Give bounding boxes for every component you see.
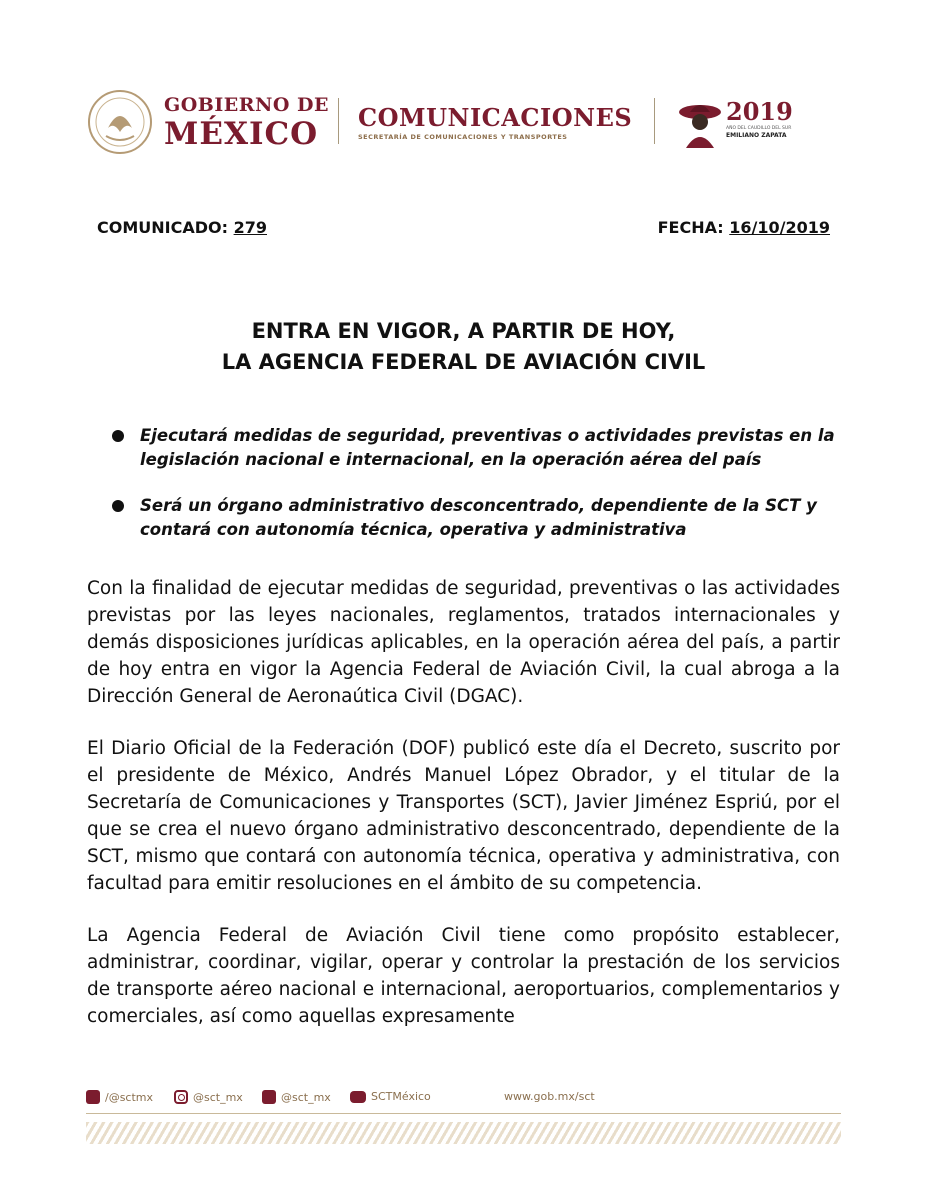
youtube-handle: SCTMéxico <box>371 1090 431 1103</box>
twitter-link[interactable] <box>262 1090 331 1104</box>
fecha-line <box>658 218 830 237</box>
fecha-value: 16/10/2019 <box>729 218 830 237</box>
year-number: 2019 <box>726 97 793 126</box>
facebook-icon <box>86 1090 100 1104</box>
comunicado-number: 279 <box>233 218 267 237</box>
list-item <box>112 424 848 472</box>
comunicado-line <box>97 218 267 237</box>
header-divider <box>338 98 339 144</box>
decorative-pattern <box>86 1122 841 1144</box>
twitter-icon <box>262 1090 276 1104</box>
bullet-icon <box>112 500 124 512</box>
page-title <box>0 316 927 378</box>
bullet-text: Ejecutará medidas de seguridad, preventivas o actividades previstas en la legislación nacional e internacional, en la operación aérea del país <box>140 426 835 469</box>
press-release-body <box>87 575 840 1055</box>
year-caption: AÑO DEL CAUDILLO DEL SUR <box>726 126 792 131</box>
ministry-title: COMUNICACIONES <box>358 103 633 132</box>
list-item <box>112 494 848 542</box>
footer-divider <box>86 1113 841 1114</box>
paragraph: La Agencia Federal de Aviación Civil tiene como propósito establecer, administrar, coordinar, vigilar, operar y controlar la prestación de los servicios de transporte aéreo nacional e internacional, aeroportuarios, complementarios y comerciales, así como aquellas expresamente <box>87 925 840 1027</box>
year-name: EMILIANO ZAPATA <box>726 131 787 139</box>
ministry-subtitle: SECRETARÍA DE COMUNICACIONES Y TRANSPORTES <box>358 133 568 141</box>
title-line2: LA AGENCIA FEDERAL DE AVIACIÓN CIVIL <box>221 350 706 374</box>
title-line1: ENTRA EN VIGOR, A PARTIR DE HOY, <box>251 319 676 343</box>
header-divider <box>654 98 655 144</box>
instagram-link[interactable] <box>174 1090 243 1104</box>
bullet-text: Será un órgano administrativo desconcentrado, dependiente de la SCT y contará con autonomía técnica, operativa y administrativa <box>140 496 817 539</box>
highlights-list <box>112 424 848 564</box>
comunicado-label: COMUNICADO: <box>97 218 229 237</box>
facebook-handle: /@sctmx <box>105 1090 154 1104</box>
paragraph: El Diario Oficial de la Federación (DOF) publicó este día el Decreto, suscrito por el presidente de México, Andrés Manuel López Obrador, y el titular de la Secretaría de Comunicaciones y Transportes (SCT), Javier Jiménez Espriú, por el que se crea el nuevo órgano administrativo desconcentrado, dependiente de la SCT, mismo que contará con autonomía técnica, operativa y administrativa, con facultad para emitir resoluciones en el ámbito de su competencia. <box>87 738 840 894</box>
youtube-icon <box>350 1091 366 1103</box>
facebook-link[interactable] <box>86 1090 153 1104</box>
website-link[interactable] <box>504 1090 595 1103</box>
mexico-seal-icon <box>86 88 154 156</box>
gov-line1: GOBIERNO DE <box>164 94 329 116</box>
ministry-logo <box>358 103 633 141</box>
website-url: www.gob.mx/sct <box>504 1090 595 1103</box>
fecha-label: FECHA: <box>657 218 724 237</box>
twitter-handle: @sct_mx <box>281 1090 331 1104</box>
footer-social <box>86 1090 841 1110</box>
instagram-icon <box>174 1090 188 1104</box>
letterhead <box>86 88 806 152</box>
paragraph: Con la finalidad de ejecutar medidas de seguridad, preventivas o las actividades previstas por las leyes nacionales, reglamentos, tratados internacionales y demás disposiciones jurídicas aplicables, en la operación aérea del país, a partir de hoy entra en vigor la Agencia Federal de Aviación Civil, la cual abroga a la Dirección General de Aeronaútica Civil (DGAC). <box>87 578 840 707</box>
gobierno-de-mexico-logo <box>164 96 329 150</box>
gov-line2: MÉXICO <box>164 116 319 152</box>
youtube-link[interactable] <box>350 1090 431 1103</box>
zapata-portrait-icon <box>678 98 722 148</box>
bullet-icon <box>112 430 124 442</box>
instagram-handle: @sct_mx <box>193 1090 243 1104</box>
year-badge <box>726 97 793 139</box>
